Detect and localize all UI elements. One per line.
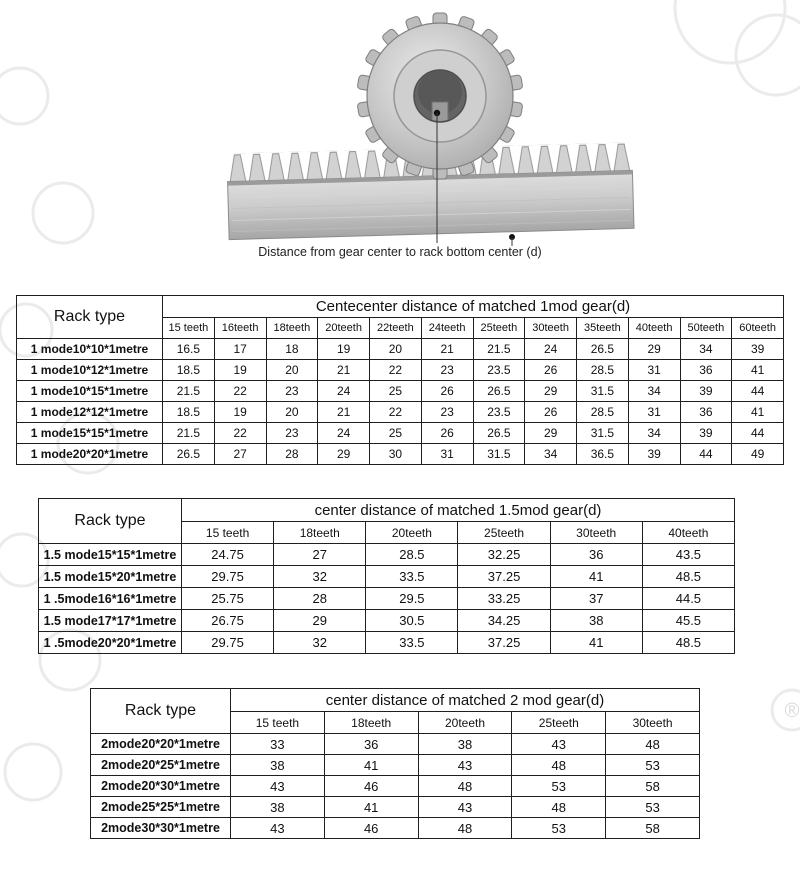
- distance-value-cell: 29.5: [366, 588, 458, 610]
- distance-value-cell: 19: [318, 339, 370, 360]
- distance-value-cell: 16.5: [163, 339, 215, 360]
- distance-value-cell: 24: [318, 381, 370, 402]
- distance-value-cell: 36: [324, 734, 418, 755]
- rack-type-header: Rack type: [39, 499, 182, 544]
- distance-value-cell: 41: [732, 402, 784, 423]
- distance-value-cell: 46: [324, 776, 418, 797]
- distance-value-cell: 43: [418, 797, 512, 818]
- distance-value-cell: 22: [214, 381, 266, 402]
- distance-value-cell: 18.5: [163, 402, 215, 423]
- rack-name-cell: 2mode30*30*1metre: [91, 818, 231, 839]
- distance-value-cell: 29: [318, 444, 370, 465]
- distance-value-cell: 34.25: [458, 610, 550, 632]
- distance-value-cell: 53: [606, 797, 700, 818]
- distance-value-cell: 38: [231, 755, 325, 776]
- distance-value-cell: 25: [370, 381, 422, 402]
- distance-value-cell: 36: [680, 402, 732, 423]
- distance-value-cell: 41: [324, 797, 418, 818]
- distance-value-cell: 37: [550, 588, 642, 610]
- distance-value-cell: 26.5: [577, 339, 629, 360]
- distance-value-cell: 24.75: [182, 544, 274, 566]
- teeth-column-header: 30teeth: [606, 712, 700, 734]
- distance-value-cell: 58: [606, 776, 700, 797]
- rack-name-cell: 1 .5mode20*20*1metre: [39, 632, 182, 654]
- distance-value-cell: 33.5: [366, 632, 458, 654]
- rack-name-cell: 1.5 mode15*15*1metre: [39, 544, 182, 566]
- teeth-column-header: 30teeth: [550, 522, 642, 544]
- distance-value-cell: 48: [512, 755, 606, 776]
- teeth-column-header: 25teeth: [458, 522, 550, 544]
- annotation-caption: Distance from gear center to rack bottom center (d): [258, 245, 542, 259]
- teeth-column-header: 16teeth: [214, 318, 266, 339]
- rack-name-cell: 1.5 mode15*20*1metre: [39, 566, 182, 588]
- mod1-distance-table: [16, 295, 784, 465]
- distance-value-cell: 23: [421, 360, 473, 381]
- teeth-column-header: 25teeth: [512, 712, 606, 734]
- distance-value-cell: 31: [421, 444, 473, 465]
- distance-value-cell: 43.5: [642, 544, 734, 566]
- distance-value-cell: 21: [318, 360, 370, 381]
- rack-type-header: Rack type: [91, 689, 231, 734]
- distance-value-cell: 18.5: [163, 360, 215, 381]
- table-row: [39, 632, 735, 654]
- teeth-column-header: 20teeth: [318, 318, 370, 339]
- distance-value-cell: 37.25: [458, 566, 550, 588]
- distance-value-cell: 48: [418, 776, 512, 797]
- distance-value-cell: 28: [274, 588, 366, 610]
- teeth-column-header: 18teeth: [324, 712, 418, 734]
- mod1-5-distance-table: [38, 498, 735, 654]
- mod2-distance-table: [90, 688, 700, 839]
- distance-value-cell: 26.5: [473, 381, 525, 402]
- distance-value-cell: 41: [732, 360, 784, 381]
- table-row: [91, 797, 700, 818]
- distance-value-cell: 41: [324, 755, 418, 776]
- rack-name-cell: 2mode20*25*1metre: [91, 755, 231, 776]
- distance-value-cell: 32.25: [458, 544, 550, 566]
- table-row: [91, 734, 700, 755]
- distance-value-cell: 36: [550, 544, 642, 566]
- rack-name-cell: 2mode25*25*1metre: [91, 797, 231, 818]
- distance-value-cell: 27: [214, 444, 266, 465]
- distance-value-cell: 21: [318, 402, 370, 423]
- distance-value-cell: 33.25: [458, 588, 550, 610]
- distance-value-cell: 21.5: [163, 423, 215, 444]
- teeth-column-header: 20teeth: [366, 522, 458, 544]
- distance-value-cell: 39: [680, 381, 732, 402]
- distance-value-cell: 37.25: [458, 632, 550, 654]
- distance-value-cell: 29: [628, 339, 680, 360]
- table-row: [91, 776, 700, 797]
- distance-value-cell: 20: [266, 402, 318, 423]
- distance-value-cell: 43: [231, 818, 325, 839]
- teeth-column-header: 40teeth: [642, 522, 734, 544]
- distance-value-cell: 23: [266, 423, 318, 444]
- distance-value-cell: 21.5: [473, 339, 525, 360]
- teeth-column-header: 15 teeth: [182, 522, 274, 544]
- distance-value-cell: 36.5: [577, 444, 629, 465]
- distance-value-cell: 48: [418, 818, 512, 839]
- table-row: [39, 566, 735, 588]
- table-row: [17, 360, 784, 381]
- distance-value-cell: 26.5: [473, 423, 525, 444]
- distance-value-cell: 23.5: [473, 360, 525, 381]
- distance-value-cell: 31.5: [577, 423, 629, 444]
- rack-name-cell: 1 mode15*15*1metre: [17, 423, 163, 444]
- table-title: center distance of matched 2 mod gear(d): [231, 689, 700, 712]
- distance-value-cell: 20: [266, 360, 318, 381]
- distance-value-cell: 25: [370, 423, 422, 444]
- distance-value-cell: 32: [274, 632, 366, 654]
- distance-value-cell: 33: [231, 734, 325, 755]
- rack-type-header: Rack type: [17, 296, 163, 339]
- distance-value-cell: 41: [550, 632, 642, 654]
- distance-value-cell: 19: [214, 402, 266, 423]
- distance-value-cell: 45.5: [642, 610, 734, 632]
- distance-value-cell: 44: [680, 444, 732, 465]
- distance-value-cell: 49: [732, 444, 784, 465]
- teeth-column-header: 15 teeth: [163, 318, 215, 339]
- distance-value-cell: 31.5: [473, 444, 525, 465]
- distance-value-cell: 22: [370, 360, 422, 381]
- table-row: [17, 381, 784, 402]
- distance-value-cell: 28.5: [366, 544, 458, 566]
- table-row: [17, 402, 784, 423]
- teeth-column-header: 24teeth: [421, 318, 473, 339]
- distance-value-cell: 28.5: [577, 360, 629, 381]
- distance-value-cell: 39: [680, 423, 732, 444]
- rack-name-cell: 1 .5mode16*16*1metre: [39, 588, 182, 610]
- distance-value-cell: 26: [421, 423, 473, 444]
- distance-value-cell: 46: [324, 818, 418, 839]
- distance-value-cell: 30: [370, 444, 422, 465]
- rack-name-cell: 1 mode10*10*1metre: [17, 339, 163, 360]
- distance-value-cell: 23.5: [473, 402, 525, 423]
- distance-value-cell: 20: [370, 339, 422, 360]
- distance-value-cell: 48.5: [642, 632, 734, 654]
- distance-value-cell: 34: [680, 339, 732, 360]
- distance-value-cell: 31: [628, 360, 680, 381]
- distance-value-cell: 29.75: [182, 632, 274, 654]
- distance-value-cell: 23: [421, 402, 473, 423]
- distance-value-cell: 58: [606, 818, 700, 839]
- distance-value-cell: 48: [512, 797, 606, 818]
- distance-value-cell: 29: [525, 381, 577, 402]
- distance-value-cell: 44.5: [642, 588, 734, 610]
- distance-value-cell: 34: [628, 381, 680, 402]
- distance-value-cell: 32: [274, 566, 366, 588]
- distance-value-cell: 48: [606, 734, 700, 755]
- registered-mark-watermark: ®: [784, 700, 800, 722]
- distance-value-cell: 26: [525, 360, 577, 381]
- distance-value-cell: 17: [214, 339, 266, 360]
- distance-value-cell: 43: [512, 734, 606, 755]
- rack-name-cell: 2mode20*20*1metre: [91, 734, 231, 755]
- distance-value-cell: 38: [550, 610, 642, 632]
- table-row: [17, 444, 784, 465]
- teeth-column-header: 15 teeth: [231, 712, 325, 734]
- rack-name-cell: 1 mode10*12*1metre: [17, 360, 163, 381]
- rack-name-cell: 1 mode20*20*1metre: [17, 444, 163, 465]
- distance-value-cell: 53: [512, 818, 606, 839]
- distance-value-cell: 44: [732, 423, 784, 444]
- distance-value-cell: 48.5: [642, 566, 734, 588]
- teeth-column-header: 50teeth: [680, 318, 732, 339]
- table-row: [17, 339, 784, 360]
- distance-value-cell: 29.75: [182, 566, 274, 588]
- rack-name-cell: 1 mode10*15*1metre: [17, 381, 163, 402]
- distance-value-cell: 26: [525, 402, 577, 423]
- distance-value-cell: 44: [732, 381, 784, 402]
- table-row: [91, 818, 700, 839]
- rack-name-cell: 1.5 mode17*17*1metre: [39, 610, 182, 632]
- distance-value-cell: 19: [214, 360, 266, 381]
- teeth-column-header: 20teeth: [418, 712, 512, 734]
- distance-value-cell: 27: [274, 544, 366, 566]
- distance-value-cell: 38: [418, 734, 512, 755]
- distance-value-cell: 38: [231, 797, 325, 818]
- distance-value-cell: 31: [628, 402, 680, 423]
- distance-value-cell: 39: [628, 444, 680, 465]
- teeth-column-header: 40teeth: [628, 318, 680, 339]
- teeth-column-header: 25teeth: [473, 318, 525, 339]
- distance-value-cell: 53: [512, 776, 606, 797]
- rack-name-cell: 1 mode12*12*1metre: [17, 402, 163, 423]
- table-title: Centecenter distance of matched 1mod gear(d): [163, 296, 784, 318]
- distance-value-cell: 53: [606, 755, 700, 776]
- distance-value-cell: 34: [525, 444, 577, 465]
- distance-value-cell: 31.5: [577, 381, 629, 402]
- rack-name-cell: 2mode20*30*1metre: [91, 776, 231, 797]
- distance-value-cell: 25.75: [182, 588, 274, 610]
- distance-value-cell: 43: [231, 776, 325, 797]
- distance-value-cell: 21: [421, 339, 473, 360]
- table-title: center distance of matched 1.5mod gear(d): [182, 499, 735, 522]
- teeth-column-header: 22teeth: [370, 318, 422, 339]
- distance-value-cell: 26: [421, 381, 473, 402]
- distance-value-cell: 22: [214, 423, 266, 444]
- distance-value-cell: 41: [550, 566, 642, 588]
- distance-value-cell: 30.5: [366, 610, 458, 632]
- teeth-column-header: 30teeth: [525, 318, 577, 339]
- distance-value-cell: 28: [266, 444, 318, 465]
- teeth-column-header: 18teeth: [266, 318, 318, 339]
- distance-value-cell: 23: [266, 381, 318, 402]
- distance-value-cell: 33.5: [366, 566, 458, 588]
- distance-value-cell: 36: [680, 360, 732, 381]
- distance-value-cell: 26.5: [163, 444, 215, 465]
- distance-value-cell: 24: [318, 423, 370, 444]
- teeth-column-header: 35teeth: [577, 318, 629, 339]
- distance-value-cell: 28.5: [577, 402, 629, 423]
- distance-value-cell: 29: [525, 423, 577, 444]
- distance-value-cell: 43: [418, 755, 512, 776]
- table-row: [39, 610, 735, 632]
- table-row: [17, 423, 784, 444]
- distance-value-cell: 22: [370, 402, 422, 423]
- distance-value-cell: 24: [525, 339, 577, 360]
- distance-value-cell: 26.75: [182, 610, 274, 632]
- table-row: [39, 588, 735, 610]
- distance-value-cell: 34: [628, 423, 680, 444]
- table-row: [91, 755, 700, 776]
- distance-value-cell: 29: [274, 610, 366, 632]
- distance-value-cell: 18: [266, 339, 318, 360]
- teeth-column-header: 18teeth: [274, 522, 366, 544]
- distance-value-cell: 21.5: [163, 381, 215, 402]
- table-row: [39, 544, 735, 566]
- distance-value-cell: 39: [732, 339, 784, 360]
- teeth-column-header: 60teeth: [732, 318, 784, 339]
